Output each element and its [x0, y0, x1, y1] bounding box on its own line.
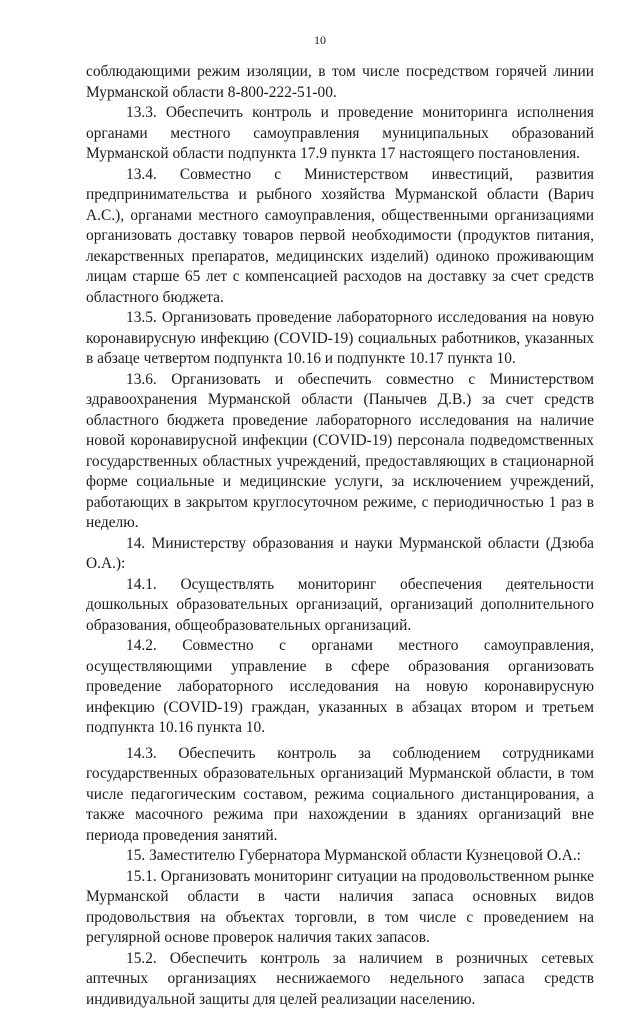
paragraph-13-3: 13.3. Обеспечить контроль и проведение мониторинга исполнения органами местного самоуправления муниципальных образований Мурманской области подпункта 17.9 пункта 17 настоящего постановления. [86, 103, 594, 165]
paragraph-13-4: 13.4. Совместно с Министерством инвестиций, развития предпринимательства и рыбного хозяйства Мурманской области (Варич А.С.), органами местного самоуправления, общественными организациями организовать доставку товаров первой необходимости (продуктов питания, лекарственных препаратов, медицинских изделий) одиноко проживающим лицам старше 65 лет с компенсацией расходов на доставку за счет средств областного бюджета. [86, 165, 594, 309]
paragraph-14-1: 14.1. Осуществлять мониторинг обеспечения деятельности дошкольных образовательных организаций, организаций дополнительного образования, общеобразовательных организаций. [86, 575, 594, 637]
paragraph-15-2: 15.2. Обеспечить контроль за наличием в розничных сетевых аптечных организациях неснижаемого недельного запаса средств индивидуальной защиты для целей реализации населению. [86, 949, 594, 1010]
paragraph-14: 14. Министерству образования и науки Мурманской области (Дзюба О.А.): [86, 534, 594, 575]
page-number: 10 [0, 33, 640, 47]
paragraph-13-6: 13.6. Организовать и обеспечить совместно с Министерством здравоохранения Мурманской области (Панычев Д.В.) за счет средств областного бюджета проведение лабораторного исследования на наличие новой коронавирусной инфекции (COVID-19) персонала подведомственных государственных областных учреждений, предоставляющих в стационарной форме социальные и медицинские услуги, за исключением учреждений, работающих в закрытом круглосуточном режиме, с периодичностью 1 раз в неделю. [86, 370, 594, 534]
paragraph-15-1: 15.1. Организовать мониторинг ситуации на продовольственном рынке Мурманской области в части наличия запаса основных видов продовольствия на объектах торговли, в том числе с проведением на регулярной основе проверок наличия таких запасов. [86, 867, 594, 949]
paragraph-15: 15. Заместителю Губернатора Мурманской области Кузнецовой О.А.: [86, 846, 594, 867]
document-body [86, 62, 594, 1010]
paragraph-14-2: 14.2. Совместно с органами местного самоуправления, осуществляющими управление в сфере образования организовать проведение лабораторного исследования на новую коронавирусную инфекцию (COVID-19) граждан, указанных в абзацах втором и третьем подпункта 10.16 пункта 10. [86, 636, 594, 739]
paragraph-continuation: соблюдающими режим изоляции, в том числе посредством горячей линии Мурманской области 8-800-222-51-00. [86, 62, 594, 103]
paragraph-14-3: 14.3. Обеспечить контроль за соблюдением сотрудниками государственных образовательных организаций Мурманской области, в том числе педагогическим составом, режима социального дистанцирования, а также масочного режима при нахождении в зданиях организаций вне периода проведения занятий. [86, 744, 594, 847]
paragraph-13-5: 13.5. Организовать проведение лабораторного исследования на новую коронавирусную инфекцию (COVID-19) социальных работников, указанных в абзаце четвертом подпункта 10.16 и подпункте 10.17 пункта 10. [86, 308, 594, 370]
